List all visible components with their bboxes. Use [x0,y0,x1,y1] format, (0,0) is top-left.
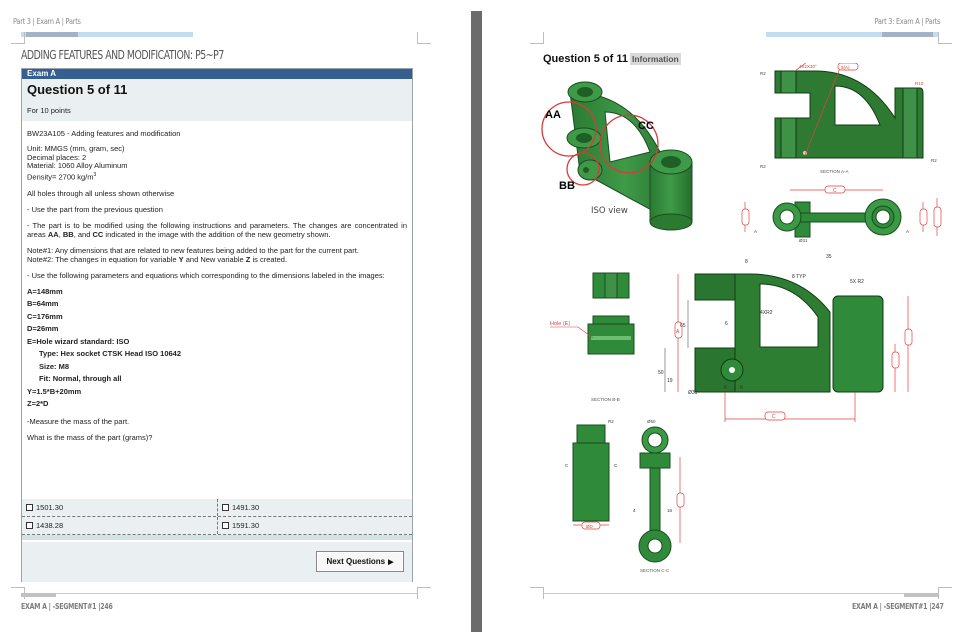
hole-type: Type: Hex socket CTSK Head ISO 10642 [39,349,182,358]
svg-text:A: A [754,229,758,234]
footer-accent [21,593,56,597]
svg-text:ØD: ØD [586,524,593,529]
answer-separator [22,535,412,540]
note-2: and New variable [183,254,246,264]
svg-text:65: 65 [680,323,686,329]
svg-text:Ø50: Ø50 [647,419,656,424]
note-2: is created. [250,254,288,264]
param-a: A=148mm [27,286,63,296]
crop-mark [938,32,952,44]
svg-text:4: 4 [633,508,636,513]
question-prompt: What is the mass of the part (grams)? [27,433,153,442]
var-y: Y [178,254,184,264]
question-footer [22,542,412,582]
svg-text:16: 16 [667,508,673,513]
measure-instruction: -Measure the mass of the part. [27,417,130,426]
section-cc-caption: SECTION C-C [640,568,670,573]
density-text: Density= 2700 kg/m [27,172,94,181]
label-cc: CC [638,120,654,132]
section-aa-drawing [755,63,950,178]
equation-z: Z=2*D [27,399,49,408]
crop-mark [417,32,431,44]
svg-text:8: 8 [740,385,743,391]
hole-e-label: Hole (E) [550,321,571,327]
answer-row [22,517,412,535]
side-and-section-cc-drawing [560,415,710,575]
hole-fit: Fit: Normal, through all [39,374,122,383]
left-page [0,0,470,632]
section-bb-drawing [548,268,638,408]
svg-text:35: 35 [826,254,832,260]
next-button-label: Next Questions [326,557,386,566]
notes [27,246,407,264]
note-2: Note#2: The changes in equation for variable [27,254,179,264]
answer-option[interactable] [217,499,412,516]
question-header [22,79,412,121]
checkbox-icon[interactable] [222,504,229,511]
exam-question-panel [21,68,413,582]
answer-option[interactable] [217,517,412,534]
modify-text: indicated in the image with the addition of the new geometry shown. [103,229,331,239]
answer-label: 1491.30 [232,503,260,512]
svg-text:5X R2: 5X R2 [850,279,864,285]
modify-instructions [27,221,407,239]
question-code-title: BW23A105 - Adding features and modification [27,129,181,138]
page-footer: EXAM A | -SEGMENT#1 |246 [21,602,113,611]
checkbox-icon[interactable] [222,522,229,529]
svg-text:R2: R2 [760,164,766,169]
answer-label: 1591.30 [232,521,260,530]
svg-text:A: A [906,229,910,234]
param-c: C=176mm [27,311,63,321]
note-1: Note#1: Any dimensions that are related to new features being added to the part for the current part. [27,245,359,255]
page-divider [471,11,482,632]
svg-text:Ø31: Ø31 [688,390,698,396]
holes-note: All holes through all unless shown otherwise [27,188,175,198]
var-z: Z [245,254,251,264]
exam-label: Exam A [22,69,412,79]
question-title: Question 5 of 11 [543,53,628,65]
checkbox-icon[interactable] [26,522,33,529]
svg-text:8(A): 8(A) [841,65,850,70]
svg-text:8 TYP: 8 TYP [792,274,806,280]
question-points: For 10 points [27,106,71,115]
svg-text:C: C [772,414,776,420]
svg-text:C: C [833,188,837,194]
question-body [22,121,412,442]
svg-text:R2: R2 [931,158,937,163]
svg-text:R2: R2 [760,71,766,76]
footer-line [544,593,938,594]
decimals-text: Decimal places: 2 [27,152,87,162]
unit-text: Unit: MMGS (mm, gram, sec) [27,144,125,153]
density-superscript: 3 [93,171,97,178]
crop-mark [417,587,431,599]
param-e: E=Hole wizard standard: ISO [27,336,130,346]
crop-mark [530,587,544,599]
question-title: Question 5 of 11 [27,82,128,97]
next-questions-button[interactable] [316,551,404,572]
top-view-drawing [740,182,945,244]
label-bb: BB [559,180,575,192]
page-header: Part 3 | Exam A | Parts [13,17,81,26]
svg-text:8: 8 [724,385,727,391]
section-aa-caption: SECTION A-A [820,169,849,174]
footer-line [21,593,417,594]
section-title: ADDING FEATURES AND MODIFICATION: P5~P7 [21,48,224,62]
front-view-drawing [640,252,945,427]
svg-text:R10: R10 [915,81,924,86]
checkbox-icon[interactable] [26,504,33,511]
svg-text:R2: R2 [608,419,614,424]
header-bar-accent [26,32,78,37]
answer-option[interactable] [22,517,217,534]
page-header: Part 3: Exam A | Parts [874,17,940,26]
svg-text:C: C [614,463,618,468]
modify-text: - The part is to be modified using the following instructions and parameters. The changes are concentrated in areas [27,220,407,239]
iso-view-caption: ISO view [591,206,628,216]
crop-mark [530,32,544,44]
section-bb-caption: SECTION B-B [591,397,620,402]
parameter-list [27,287,407,409]
sep: , and [73,229,93,239]
material-text: Material: 1060 Alloy Aluminum [27,161,128,170]
area-aa: AA [47,229,59,239]
svg-text:4XR2: 4XR2 [760,310,773,316]
header-bar-accent [882,32,933,37]
param-d: D=26mm [27,324,59,333]
equation-y: Y=1.5*B+20mm [27,386,82,396]
use-part-note: - Use the part from the previous question [27,204,163,214]
unit-info [27,145,407,182]
footer-accent [904,593,938,597]
svg-text:Ø31: Ø31 [799,238,808,243]
information-badge: Information [631,54,679,64]
svg-text:A: A [676,329,680,335]
svg-text:8: 8 [745,259,748,265]
svg-text:19: 19 [667,378,673,384]
svg-text:4X2X30°: 4X2X30° [799,64,817,69]
area-bb: BB [62,229,74,239]
area-cc: CC [92,229,104,239]
svg-text:6: 6 [725,321,728,327]
svg-text:C: C [565,463,569,468]
answer-option[interactable] [22,499,217,516]
label-aa: AA [545,109,561,121]
answer-options [22,499,412,540]
page-footer: EXAM A | -SEGMENT#1 |247 [852,602,944,611]
svg-text:50: 50 [658,370,664,376]
sep: , [58,229,63,239]
answer-row [22,499,412,517]
param-b: B=64mm [27,299,59,308]
crop-mark [11,32,25,44]
crop-mark [938,587,952,599]
params-intro: - Use the following parameters and equations which corresponding to the dimensions labeled in the images: [27,270,385,280]
answer-label: 1438.28 [36,521,64,530]
iso-view-drawing [540,72,710,232]
info-title [543,53,681,65]
hole-size: Size: M8 [39,361,70,371]
play-arrow-icon: ▶ [388,558,394,566]
answer-label: 1501.30 [36,503,64,512]
